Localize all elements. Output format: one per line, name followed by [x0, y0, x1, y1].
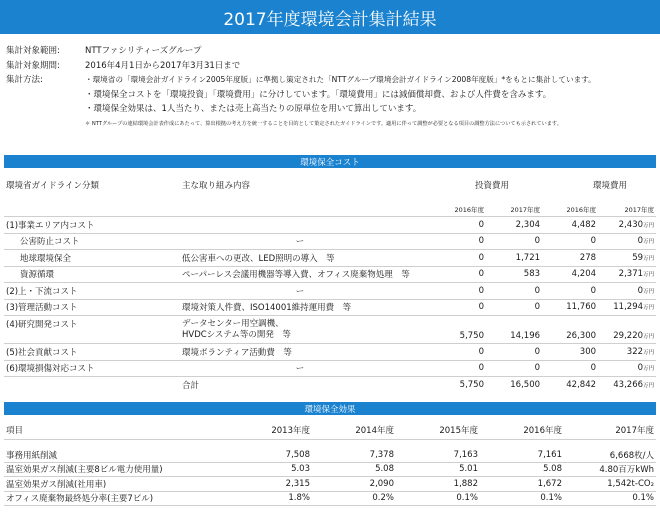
total-label: 合計 [182, 380, 200, 391]
row-content: ー [180, 283, 420, 300]
footnote: ＊ NTTグループの連結環境会計表作成にあたって、算出根拠の考え方を統一することを目的として策定されたガイドラインです。適用に伴って調整が必要となる項目の調整方法についても示されています。 [85, 120, 562, 127]
cell-value: 1.8% [228, 491, 312, 506]
row-item: オフィス廃棄物最終処分率(主要7ビル) [4, 491, 228, 506]
table-row [4, 477, 656, 492]
total-value: 16,500 [510, 379, 541, 390]
row-item: 温室効果ガス削減(社用車) [4, 477, 228, 492]
col-item: 項目 [4, 420, 228, 440]
row-content: ー [180, 360, 420, 377]
cell-value: 7,163 [396, 448, 480, 462]
row-category: 地球環境保全 [4, 250, 180, 267]
table-row [4, 462, 656, 477]
row-category: (4)研究開発コスト [4, 316, 180, 344]
cost-table [4, 177, 656, 393]
cell-value: 0 [420, 360, 486, 377]
period-label: 集計対象期間: [6, 60, 60, 71]
cell-value: 0 [420, 217, 486, 234]
cell-value: 0 [486, 283, 542, 300]
cell-value: 1,672 [480, 477, 564, 492]
cell-value: 5.03 [228, 462, 312, 477]
row-content: ペーパーレス会議用機器等導入費、オフィス廃棄物処理 等 [180, 266, 420, 283]
cell-value: 322万円 [598, 344, 656, 361]
row-content: 環境対策人件費、ISO14001維持運用費 等 [180, 299, 420, 316]
cell-value: 0.1% [564, 491, 656, 506]
row-category: (3)管理活動コスト [4, 299, 180, 316]
row-content: 環境ボランティア活動費 等 [180, 344, 420, 361]
col-year: 2014年度 [312, 420, 396, 440]
row-content: ー [180, 233, 420, 250]
cell-value: 0 [486, 360, 542, 377]
cell-value: 1,542t-CO₂ [564, 477, 656, 492]
table-row [4, 344, 656, 361]
col-year: 2017年度 [564, 420, 656, 440]
cell-value: 4.80百万kWh [564, 462, 656, 477]
cell-value: 0万円 [598, 233, 656, 250]
cell-value: 1,882 [396, 477, 480, 492]
method-row [6, 73, 656, 88]
year-invest-2017: 2017年度 [486, 202, 542, 217]
table-row [4, 250, 656, 267]
year-invest-2016: 2016年度 [420, 202, 486, 217]
row-content-line: HVDCシステム等の開発 等 [182, 329, 291, 340]
total-value: 5,750 [459, 379, 484, 390]
scope-row [6, 44, 656, 59]
cell-value: 0 [420, 283, 486, 300]
cell-value: 7,161 [480, 448, 564, 462]
cell-value: 583 [486, 266, 542, 283]
cell-value: 278 [542, 250, 598, 267]
col-year: 2013年度 [228, 420, 312, 440]
cell-value: 2,090 [312, 477, 396, 492]
cell-value: 11,294万円 [598, 299, 656, 316]
cell-value: 7,378 [312, 448, 396, 462]
method-line-1: ・環境省の「環境会計ガイドライン2005年度版」に準拠し策定された「NTTグループ環境会計ガイドライン2008年度版」*をもとに集計しています。 [85, 75, 596, 84]
cell-value: 4,204 [542, 266, 598, 283]
method-line-3: ・環境保全効果は、1人当たり、または売上高当たりの原単位を用いて算出しています。 [85, 104, 422, 114]
col-content: 主な取り組み内容 [182, 181, 251, 191]
col-year: 2015年度 [396, 420, 480, 440]
total-value: 42,842 [566, 379, 597, 390]
table-row [4, 448, 656, 462]
scope-value: NTTファシリティーズグループ [85, 46, 202, 56]
cell-value: 14,196 [486, 316, 542, 344]
cost-section-title: 環境保全コスト [4, 155, 656, 168]
row-category: (2)上・下流コスト [4, 283, 180, 300]
page-title: 2017年度環境会計集計結果 [0, 0, 660, 34]
table-row [4, 233, 656, 250]
cell-value: 0 [420, 250, 486, 267]
cell-value: 0 [420, 233, 486, 250]
table-row [4, 299, 656, 316]
row-category: 資源循環 [4, 266, 180, 283]
cell-value: 0 [542, 233, 598, 250]
table-row [4, 360, 656, 377]
method-label: 集計方法: [6, 75, 43, 85]
cell-value: 0 [542, 283, 598, 300]
col-category: 環境省ガイドライン分類 [6, 181, 99, 191]
row-content-line: データセンター用空調機、 [182, 318, 284, 329]
row-category: 公害防止コスト [4, 233, 180, 250]
effect-table [4, 420, 656, 506]
cell-value: 2,371万円 [598, 266, 656, 283]
cell-value: 0 [420, 266, 486, 283]
cell-value: 0万円 [598, 283, 656, 300]
col-invest: 投資費用 [475, 181, 510, 191]
effect-header-row [4, 420, 656, 440]
table-row [4, 283, 656, 300]
cost-year-row [4, 202, 656, 217]
row-content: 低公害車への更改、LED照明の導入 等 [180, 250, 420, 267]
row-content [180, 316, 420, 344]
method-line-2: ・環境保全コストを「環境投資」「環境費用」に分けしています。「環境費用」には減価償却費、および人件費を含みます。 [85, 89, 552, 100]
year-expense-2017: 2017年度 [598, 202, 656, 217]
cell-value: 1,721 [486, 250, 542, 267]
cell-value: 0.1% [396, 491, 480, 506]
cell-value: 0.1% [480, 491, 564, 506]
cell-value: 4,482 [542, 217, 598, 234]
row-item: 温室効果ガス削減(主要8ビル電力使用量) [4, 462, 228, 477]
cell-value: 5.08 [480, 462, 564, 477]
cell-value: 6,668枚/人 [564, 448, 656, 462]
cell-value: 2,304 [486, 217, 542, 234]
period-value: 2016年4月1日から2017年3月31日まで [85, 60, 241, 71]
period-row [6, 59, 656, 74]
table-row [4, 217, 656, 234]
cell-value: 11,760 [542, 299, 598, 316]
row-content [180, 217, 420, 234]
cell-value: 5,750 [420, 316, 486, 344]
table-row [4, 316, 656, 344]
row-category: (5)社会貢献コスト [4, 344, 180, 361]
cell-value: 59万円 [598, 250, 656, 267]
effect-section-title: 環境保全効果 [4, 402, 656, 415]
cell-value: 0 [420, 299, 486, 316]
cell-value: 5.08 [312, 462, 396, 477]
row-item: 事務用紙削減 [4, 448, 228, 462]
total-row [4, 377, 656, 393]
cell-value: 0 [486, 233, 542, 250]
cell-value: 0 [486, 299, 542, 316]
cell-value: 2,430万円 [598, 217, 656, 234]
total-value: 43,266万円 [613, 379, 655, 390]
year-expense-2016: 2016年度 [542, 202, 598, 217]
col-year: 2016年度 [480, 420, 564, 440]
cell-value: 0 [486, 344, 542, 361]
cell-value: 0 [542, 360, 598, 377]
table-row [4, 491, 656, 506]
cell-value: 26,300 [542, 316, 598, 344]
cost-header-row [4, 177, 656, 202]
cell-value: 2,315 [228, 477, 312, 492]
cell-value: 29,220万円 [598, 316, 656, 344]
row-category: (6)環境損傷対応コスト [4, 360, 180, 377]
row-category: (1)事業エリア内コスト [4, 217, 180, 234]
cell-value: 0 [420, 344, 486, 361]
cell-value: 0.2% [312, 491, 396, 506]
cell-value: 300 [542, 344, 598, 361]
cell-value: 0万円 [598, 360, 656, 377]
col-expense: 環境費用 [593, 181, 628, 191]
cell-value: 5.01 [396, 462, 480, 477]
cell-value: 7,508 [228, 448, 312, 462]
table-row [4, 266, 656, 283]
scope-label: 集計対象範囲: [6, 46, 60, 56]
summary-meta [6, 44, 656, 127]
